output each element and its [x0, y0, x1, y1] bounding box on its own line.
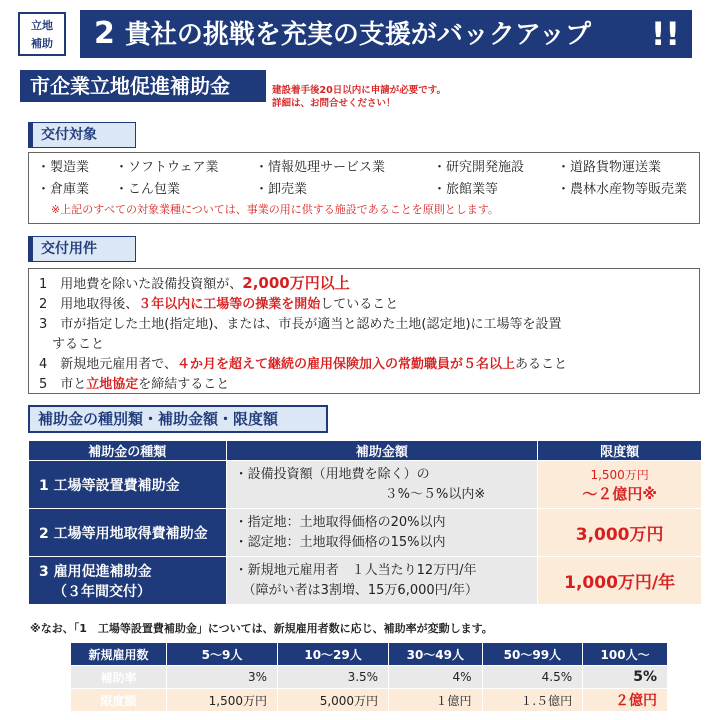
limit-row [71, 689, 668, 712]
amount-line: ・認定地：土地取得価格の15%以内 [234, 534, 446, 550]
amount-line: ・新規地元雇用者 １人当たり12万円/年 [234, 562, 477, 578]
subsidy-footnote: ※なお、「1 工場等設置費補助金」については、新規雇用者数に応じ、補助率が変動します。 [30, 622, 493, 635]
requirement-item-1 [39, 273, 689, 295]
title-exclaim: !! [650, 15, 680, 53]
requirement-item-2 [39, 295, 689, 315]
rate-table [70, 642, 668, 712]
subsidy-limit [538, 461, 702, 509]
eligible-item: ・卸売業 [255, 182, 308, 197]
req2-text: 2 用地取得後、 [39, 297, 139, 312]
section-note-line1: 建設着手後20日以内に申請が必要です。 [272, 85, 446, 96]
subsidy-amount [226, 509, 538, 557]
subsidy-amount [226, 461, 538, 509]
rate-row [71, 666, 668, 689]
req1-text: 1 用地費を除いた設備投資額が、 [39, 277, 243, 292]
subsidy-kind: 2 工場等用地取得費補助金 [29, 509, 227, 557]
subsidy-table [28, 440, 702, 605]
eligible-item: ・旅館業等 [433, 182, 499, 197]
requirement-item-5 [39, 375, 689, 395]
tag-line1: 立地 [31, 19, 53, 32]
eligible-item: ・倉庫業 [37, 182, 90, 197]
rate-cell: 4% [389, 666, 483, 689]
limit-cell: １.５億円 [482, 689, 583, 712]
header [8, 6, 702, 62]
requirement-item-4 [39, 355, 689, 375]
limit-cell: 5,000万円 [278, 689, 389, 712]
subsidy-amount [226, 557, 538, 605]
eligible-row-2 [37, 179, 691, 201]
col-header-amount: 補助金額 [226, 441, 538, 461]
req1-highlight: 2,000万円以上 [242, 274, 350, 292]
rate-header-cell: 100人～ [583, 643, 668, 666]
table-row [29, 557, 702, 605]
eligible-item: ・こん包業 [115, 182, 181, 197]
rate-header-cell: 50～99人 [482, 643, 583, 666]
req4-text: 4 新規地元雇用者で、 [39, 357, 178, 372]
eligible-item: ・農林水産物等販売業 [557, 182, 688, 197]
kind-line: 3 雇用促進補助金 [39, 563, 152, 580]
category-tag [18, 12, 66, 56]
limit-line: 3,000万円 [575, 525, 664, 545]
req5-text: 5 市と [39, 377, 87, 392]
limit-cell: 1,500万円 [167, 689, 278, 712]
rate-header-row [71, 643, 668, 666]
req4-text-post: あること [515, 357, 568, 372]
requirements-heading: 交付用件 [28, 236, 136, 262]
page-title-bar [80, 10, 692, 58]
eligible-item: ・製造業 [37, 160, 90, 175]
page-title: 貴社の挑戦を充実の支援がバックアップ [124, 20, 592, 50]
eligible-item: ・研究開発施設 [433, 160, 525, 175]
col-header-limit: 限度額 [538, 441, 702, 461]
req2-text-post: していること [320, 297, 399, 312]
eligible-note: ※上記のすべての対象業種については、事業の用に供する施設であることを原則とします。 [51, 203, 499, 216]
table-row [29, 461, 702, 509]
req2-highlight: ３年以内に工場等の操業を開始 [138, 297, 321, 312]
eligible-item: ・道路貨物運送業 [557, 160, 662, 175]
rate-header-cell: 30～49人 [389, 643, 483, 666]
limit-line: 1,000万円/年 [564, 573, 676, 593]
title-number: 2 [94, 16, 115, 51]
subsidy-limit [538, 557, 702, 605]
subsidy-heading: 補助金の種別類・補助金額・限度額 [28, 405, 328, 433]
limit-line: ～２億円※ [582, 484, 657, 503]
amount-line: ・指定地：土地取得価格の20%以内 [234, 514, 446, 530]
rate-header-cell: 10～29人 [278, 643, 389, 666]
amount-line: ３%～５%以内※ [384, 486, 486, 502]
req5-text-post: を締結すること [138, 377, 230, 392]
eligible-box [28, 152, 700, 224]
subsidy-header-row [29, 441, 702, 461]
req5-highlight: 立地協定 [86, 377, 139, 392]
tag-line2: 補助 [31, 37, 53, 50]
requirement-item-3-cont: すること [39, 337, 105, 352]
section-title: 市企業立地促進補助金 [20, 70, 266, 102]
rate-cell: 3% [167, 666, 278, 689]
rate-header-cell: 5～9人 [167, 643, 278, 666]
limit-cell: １億円 [389, 689, 483, 712]
requirement-item-3: 3 市が指定した土地(指定地)、または、市長が適当と認めた土地(認定地)に工場等を設置 [39, 317, 562, 332]
limit-cell: ２億円 [583, 689, 668, 712]
eligible-item: ・情報処理サービス業 [255, 160, 386, 175]
kind-line: （３年間交付） [53, 583, 151, 600]
table-row [29, 509, 702, 557]
rate-row-label: 補助率 [71, 666, 167, 689]
eligible-heading: 交付対象 [28, 122, 136, 148]
eligible-item: ・ソフトウェア業 [115, 160, 219, 175]
req4-highlight: ４か月を超えて継続の雇用保険加入の常勤職員が５名以上 [177, 357, 516, 372]
rate-cell: 5% [583, 666, 668, 689]
eligible-row-1 [37, 157, 691, 179]
amount-line: ・設備投資額（用地費を除く）の [234, 466, 430, 482]
col-header-kind: 補助金の種類 [29, 441, 227, 461]
rate-cell: 3.5% [278, 666, 389, 689]
subsidy-limit [538, 509, 702, 557]
limit-line: 1,500万円 [590, 467, 649, 482]
subsidy-kind [29, 557, 227, 605]
amount-line: （障がい者は3割増、15万6,000円/年） [242, 582, 479, 598]
rate-row-label: 新規雇用数 [71, 643, 167, 666]
section-note [272, 84, 446, 110]
subsidy-kind: 1 工場等設置費補助金 [29, 461, 227, 509]
rate-row-label: 限度額 [71, 689, 167, 712]
rate-cell: 4.5% [482, 666, 583, 689]
section-note-line2: 詳細は、お問合せください！ [272, 98, 396, 109]
requirements-box [28, 268, 700, 394]
